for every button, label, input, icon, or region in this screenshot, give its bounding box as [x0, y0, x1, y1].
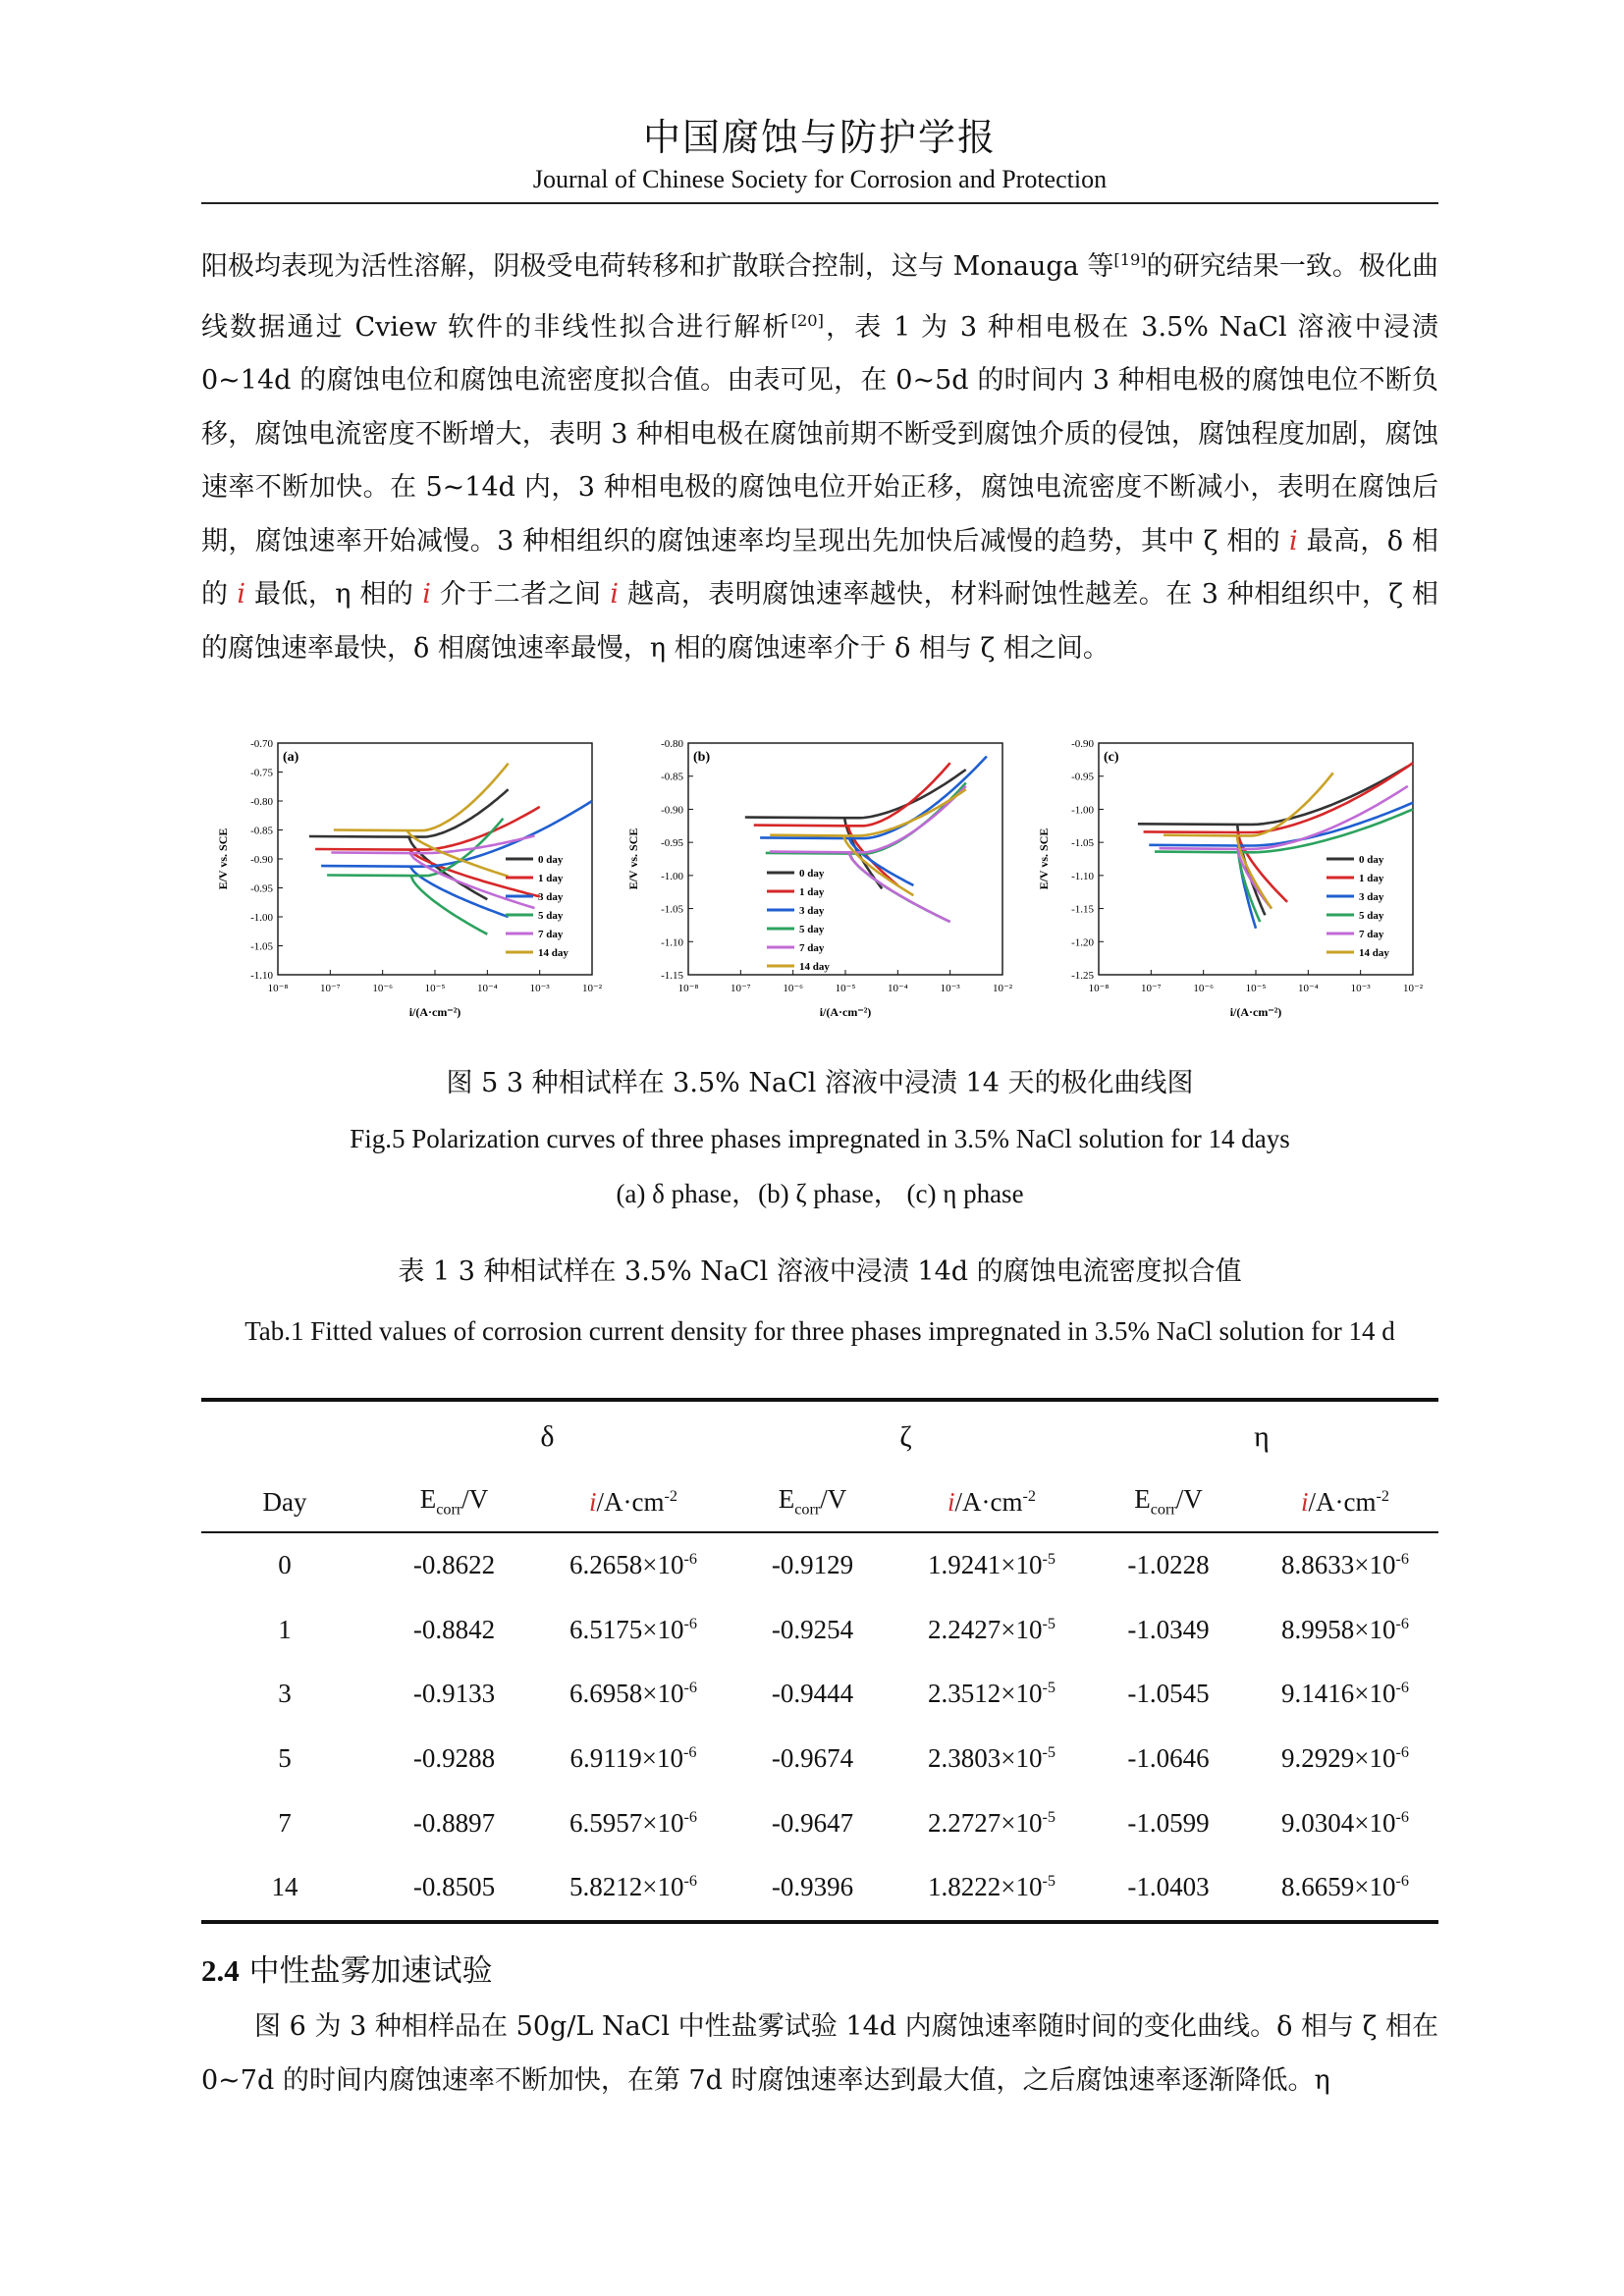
y-tick-label: -0.70 — [250, 738, 273, 750]
y-tick-label: -0.85 — [250, 825, 273, 837]
panel-label: (c) — [1104, 750, 1119, 765]
journal-title-cn: 中国腐蚀与防护学报 — [642, 116, 997, 159]
cell-day: 3 — [278, 1679, 292, 1709]
table-row — [201, 1727, 1438, 1791]
x-tick-label: 10⁻⁷ — [731, 983, 751, 994]
y-tick-label: -0.80 — [250, 796, 273, 808]
x-tick-label: 10⁻³ — [1350, 983, 1371, 994]
x-tick-label: 10⁻⁴ — [477, 983, 498, 994]
cell-icorr: $6.9119\times 10^{-6}$ — [569, 1743, 697, 1774]
legend-label: 3 day — [1359, 891, 1384, 903]
cell-ecorr: -0.9647 — [771, 1807, 854, 1838]
legend-label: 1 day — [1359, 873, 1384, 884]
legend-label: 7 day — [799, 942, 825, 954]
x-tick-label: 10⁻³ — [940, 983, 960, 994]
group-delta: δ — [368, 1400, 727, 1472]
x-tick-label: 10⁻⁵ — [835, 983, 856, 994]
x-tick-label: 10⁻⁴ — [1298, 983, 1319, 994]
y-tick-label: -0.95 — [1071, 771, 1094, 783]
x-tick-label: 10⁻⁶ — [372, 983, 393, 994]
cell-ecorr: -0.9396 — [727, 1855, 898, 1922]
legend-label: 1 day — [538, 873, 564, 884]
x-tick-label: 10⁻⁸ — [1088, 983, 1110, 994]
cell-icorr: $9.1416\times 10^{-6}$ — [1281, 1679, 1409, 1709]
legend-label: 3 day — [538, 891, 564, 903]
para1-text: 最低，η 相的 — [245, 579, 423, 610]
cell-ecorr: -0.8842 — [412, 1614, 496, 1644]
y-tick-label: -0.95 — [250, 882, 273, 895]
para1-text: ，表 1 为 3 种相电极在 3.5% NaCl 溶液中浸渍 0~14d 的腐蚀电位和腐蚀电流密度拟合值。由表可见，在 0~5d 的时间内 3 种相电极的腐蚀电位不断负移，腐蚀电流密度不断增大，表明 3 种相电极在腐蚀前期不断受到腐蚀介质的侵蚀，腐蚀程度加剧，腐蚀速率不断加快。在 5~14d 内，3 种相电极的腐蚀电位开始正移，腐蚀电流密度不断减小，表明在腐蚀后期，腐蚀速率开始减慢。3 种相组织的腐蚀速率均呈现出先加快后减慢的趋势，其中 ζ 相的 — [201, 311, 1438, 557]
cell-ecorr: -1.0228 — [1127, 1550, 1210, 1580]
col-icorr: $i/A\cdot cm^{-2}$ — [1252, 1472, 1438, 1532]
para1-text: 阳极均表现为活性溶解，阴极受电荷转移和扩散联合控制，这与 Monauga 等 — [201, 251, 1114, 282]
cell-day: 0 — [278, 1550, 292, 1580]
section-heading — [201, 1951, 493, 1991]
cell-ecorr: -0.9288 — [412, 1743, 496, 1774]
legend-label: 0 day — [538, 854, 564, 866]
figure-5 — [201, 731, 1438, 1055]
table-caption-en: Tab.1 Fitted values of corrosion current density for three phases impregnated in 3.5% NaCl solution for 14 d — [244, 1316, 1395, 1346]
series-line — [334, 764, 509, 830]
legend-label: 0 day — [799, 868, 825, 880]
x-tick-label: 10⁻⁶ — [1193, 983, 1214, 994]
figure-caption-en: Fig.5 Polarization curves of three phases impregnated in 3.5% NaCl solution for 14 days — [350, 1124, 1290, 1153]
cell-icorr: $1.8222\times 10^{-5}$ — [898, 1855, 1085, 1922]
section-title: 中性盐雾加速试验 — [248, 1953, 493, 1989]
series-line — [1160, 786, 1408, 849]
y-tick-label: -1.10 — [1071, 870, 1094, 882]
cell-icorr: $8.8633\times 10^{-6}$ — [1281, 1550, 1409, 1580]
table-row — [201, 1790, 1438, 1855]
cell-day: 14 — [201, 1855, 368, 1922]
col-icorr: $i/A\cdot cm^{-2}$ — [898, 1472, 1085, 1532]
legend-label: 0 day — [1359, 854, 1384, 866]
x-axis-label: i/(A·cm⁻²) — [1229, 1005, 1282, 1019]
cell-day: 7 — [278, 1807, 292, 1838]
cell-ecorr: -0.9674 — [771, 1743, 854, 1774]
y-axis-label: E/V vs. SCE — [216, 828, 230, 890]
journal-title-en: Journal of Chinese Society for Corrosion and Protection — [532, 165, 1108, 193]
legend-label: 1 day — [799, 886, 825, 898]
y-tick-label: -1.10 — [250, 970, 273, 982]
paragraph-2: 图 6 为 3 种相样品在 50g/L NaCl 中性盐雾试验 14d 内腐蚀速率随时间的变化曲线。δ 相与 ζ 相在 0~7d 的时间内腐蚀速率不断加快，在第 7d 时腐蚀速率达到最大值，之后腐蚀速率逐渐降低。η — [201, 2011, 1438, 2096]
group-zeta: ζ — [727, 1400, 1085, 1472]
y-tick-label: -0.75 — [250, 767, 273, 779]
x-axis-label: i/(A·cm⁻²) — [408, 1005, 461, 1019]
table-column-header — [201, 1472, 1438, 1532]
x-tick-label: 10⁻⁷ — [320, 983, 341, 994]
x-tick-label: 10⁻⁸ — [677, 983, 699, 994]
cell-icorr: $2.2427\times 10^{-5}$ — [928, 1614, 1056, 1644]
cell-ecorr: -1.0349 — [1127, 1614, 1210, 1644]
x-tick-label: 10⁻⁷ — [1141, 983, 1162, 994]
legend-label: 5 day — [538, 910, 564, 922]
table-row — [201, 1532, 1438, 1598]
panel-label: (a) — [283, 750, 299, 765]
cell-icorr: $2.3803\times 10^{-5}$ — [928, 1743, 1056, 1774]
para1-text: 介于二者之间 — [430, 579, 611, 610]
y-tick-label: -1.05 — [250, 940, 273, 953]
y-tick-label: -0.95 — [661, 837, 683, 850]
symbol-i: i — [1289, 525, 1298, 557]
figure-caption-cn: 图 5 3 种相试样在 3.5% NaCl 溶液中浸渍 14 天的极化曲线图 — [446, 1068, 1194, 1098]
col-ecorr: $E_{corr}/V$ — [368, 1472, 540, 1532]
polarization-chart-b — [612, 731, 1014, 1055]
symbol-i: i — [610, 579, 620, 610]
cell-icorr: $1.9241\times 10^{-5}$ — [928, 1550, 1056, 1580]
x-tick-label: 10⁻² — [992, 983, 1013, 994]
section-number: 2.4 — [201, 1953, 240, 1988]
y-tick-label: -1.25 — [1071, 970, 1094, 982]
y-tick-label: -1.00 — [661, 870, 683, 882]
x-tick-label: 10⁻² — [581, 983, 603, 994]
polarization-chart-a — [201, 731, 604, 1055]
col-icorr: $i/A\cdot cm^{-2}$ — [540, 1472, 727, 1532]
cell-ecorr: -0.8622 — [412, 1550, 496, 1580]
cell-ecorr: -0.9444 — [771, 1679, 854, 1709]
cell-ecorr: -0.8897 — [412, 1807, 496, 1838]
cell-icorr: $2.3512\times 10^{-5}$ — [928, 1679, 1056, 1709]
cell-icorr: $8.6659\times 10^{-6}$ — [1252, 1855, 1438, 1922]
para1-text: 的研究结果一致。极化曲线数据通过 Cview 软件的非线性拟合进行解析 — [201, 251, 1439, 343]
cell-ecorr: -0.9133 — [412, 1679, 496, 1709]
para1-text: 越高，表明腐蚀速率越快，材料耐蚀性越差。在 3 种相组织中，ζ 相的腐蚀速率最快，δ 相腐蚀速率最慢，η 相的腐蚀速率介于 δ 相与 ζ 相之间。 — [201, 579, 1438, 664]
table-caption-cn: 表 1 3 种相试样在 3.5% NaCl 溶液中浸渍 14d 的腐蚀电流密度拟合值 — [398, 1256, 1242, 1287]
y-axis-label: E/V vs. SCE — [1037, 828, 1051, 890]
legend-label: 7 day — [538, 929, 564, 940]
y-tick-label: -0.80 — [661, 738, 683, 750]
y-tick-label: -1.05 — [661, 903, 683, 916]
y-tick-label: -1.00 — [1071, 804, 1094, 817]
x-tick-label: 10⁻⁸ — [267, 983, 289, 994]
y-tick-label: -1.05 — [1071, 837, 1094, 850]
cell-ecorr: -1.0403 — [1085, 1855, 1252, 1922]
polarization-chart-c — [1022, 731, 1425, 1055]
y-tick-label: -0.90 — [1071, 738, 1094, 750]
col-day: Day — [201, 1472, 368, 1532]
cell-icorr: $9.0304\times 10^{-6}$ — [1281, 1807, 1409, 1838]
y-tick-label: -1.10 — [661, 936, 683, 949]
x-axis-label: i/(A·cm⁻²) — [819, 1005, 872, 1019]
series-line — [1164, 773, 1333, 835]
legend-label: 7 day — [1359, 929, 1384, 940]
table-group-header — [201, 1400, 1438, 1472]
legend-label: 5 day — [1359, 910, 1384, 922]
journal-header — [201, 113, 1438, 197]
series-line — [770, 786, 966, 853]
cell-ecorr: -0.8505 — [368, 1855, 540, 1922]
citation-19: [19] — [1113, 250, 1147, 269]
x-tick-label: 10⁻³ — [529, 983, 550, 994]
y-tick-label: -1.00 — [250, 912, 273, 924]
y-tick-label: -0.90 — [661, 804, 683, 817]
para1-text: 最高，δ 相的 — [201, 525, 1439, 610]
cell-ecorr: -1.0646 — [1127, 1743, 1210, 1774]
col-ecorr: $E_{corr}/V$ — [1085, 1472, 1252, 1532]
cell-ecorr: -1.0545 — [1127, 1679, 1210, 1709]
cell-day: 1 — [278, 1614, 292, 1644]
symbol-i: i — [237, 579, 246, 610]
x-tick-label: 10⁻⁶ — [783, 983, 803, 994]
col-ecorr: $E_{corr}/V$ — [727, 1472, 898, 1532]
citation-20: [20] — [790, 310, 824, 330]
y-tick-label: -1.15 — [661, 970, 683, 982]
legend-label: 14 day — [538, 947, 568, 959]
cell-day: 5 — [278, 1743, 292, 1774]
x-tick-label: 10⁻⁴ — [888, 983, 908, 994]
y-tick-label: -1.15 — [1071, 903, 1094, 916]
cell-icorr: $9.2929\times 10^{-6}$ — [1281, 1743, 1409, 1774]
cell-icorr: $2.2727\times 10^{-5}$ — [928, 1807, 1056, 1838]
legend-label: 3 day — [799, 905, 825, 917]
cell-icorr: $6.5175\times 10^{-6}$ — [569, 1614, 697, 1644]
results-table — [201, 1398, 1438, 1924]
y-tick-label: -0.90 — [250, 854, 273, 866]
y-tick-label: -0.85 — [661, 771, 683, 783]
table-row — [201, 1855, 1438, 1922]
group-eta: η — [1085, 1400, 1438, 1472]
cell-icorr: $6.5957\times 10^{-6}$ — [569, 1807, 697, 1838]
header-rule — [201, 202, 1438, 204]
legend-label: 5 day — [799, 924, 825, 935]
paragraph-1 — [201, 234, 1438, 675]
y-tick-label: -1.20 — [1071, 936, 1094, 949]
legend-label: 14 day — [1359, 947, 1389, 959]
x-tick-label: 10⁻² — [1402, 983, 1424, 994]
cell-icorr: $8.9958\times 10^{-6}$ — [1281, 1614, 1409, 1644]
figure-subcaption: (a) δ phase，(b) ζ phase， (c) η phase — [616, 1179, 1024, 1208]
panel-label: (b) — [693, 750, 711, 765]
cell-icorr: $6.2658\times 10^{-6}$ — [569, 1550, 697, 1580]
cell-ecorr: -1.0599 — [1127, 1807, 1210, 1838]
cell-ecorr: -0.9129 — [771, 1550, 854, 1580]
cell-icorr: $6.6958\times 10^{-6}$ — [569, 1679, 697, 1709]
table-row — [201, 1598, 1438, 1663]
table-row — [201, 1662, 1438, 1727]
series-line — [1138, 767, 1408, 825]
x-tick-label: 10⁻⁵ — [1245, 983, 1267, 994]
y-axis-label: E/V vs. SCE — [626, 828, 640, 890]
symbol-i: i — [422, 579, 431, 610]
x-tick-label: 10⁻⁵ — [424, 983, 446, 994]
legend-label: 14 day — [799, 961, 830, 973]
cell-ecorr: -0.9254 — [771, 1614, 854, 1644]
cell-icorr: $5.8212\times 10^{-6}$ — [540, 1855, 727, 1922]
